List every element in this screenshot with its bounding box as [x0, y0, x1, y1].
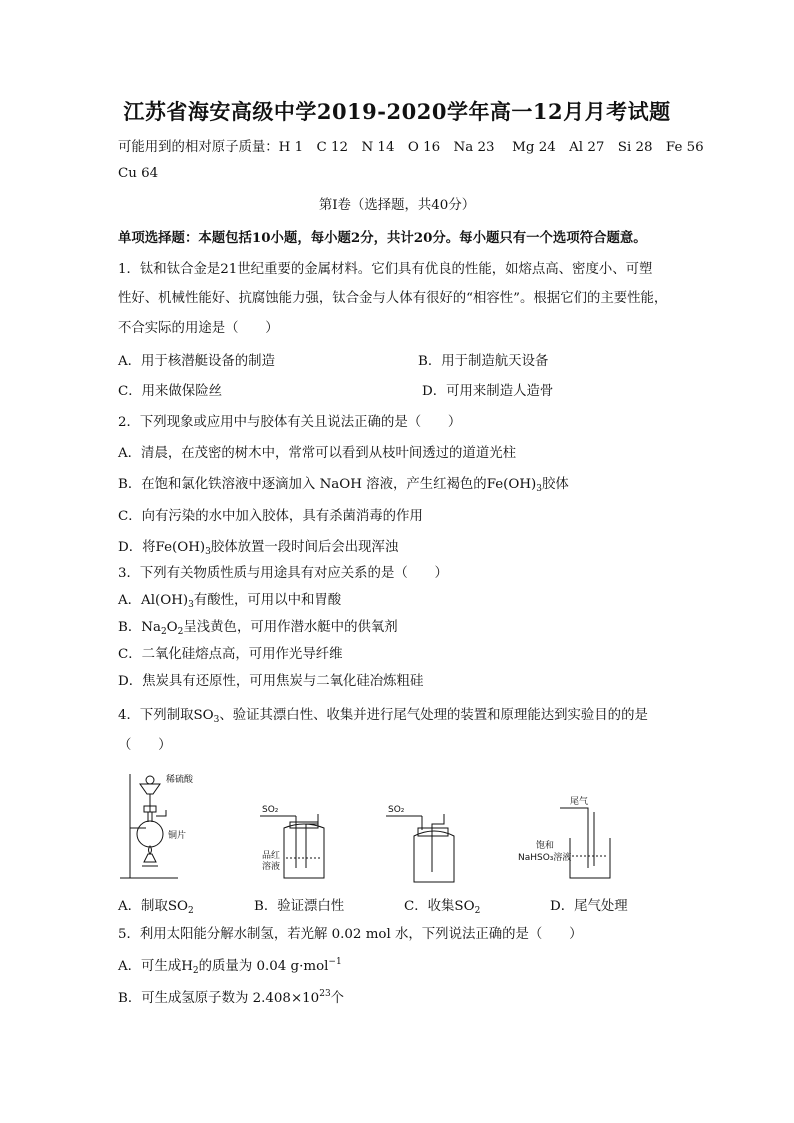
label-solution-2: 溶液 — [262, 862, 281, 872]
q3-option-b-sub2: 2 — [177, 627, 184, 637]
q3-option-b-sub1: 2 — [160, 627, 167, 637]
label-tail-gas: 尾气 — [570, 797, 589, 807]
instruction: 单项选择题：本题包括10小题，每小题2分，共计20分。每小题只有一个选项符合题意。 — [118, 230, 647, 246]
q2-option-b-end: 胶体 — [542, 477, 569, 492]
q2-option-d-end: 胶体放置一段时间后会出现浑浊 — [210, 540, 399, 555]
label-so2-b: SO₂ — [262, 805, 279, 815]
q1-option-a: A．用于核潜艇设备的制造 — [118, 354, 275, 369]
label-acid: 稀硫酸 — [166, 775, 194, 785]
q2-option-c: C．向有污染的水中加入胶体，具有杀菌消毒的作用 — [118, 509, 423, 524]
caption-c-text: C．收集SO — [404, 899, 475, 914]
q4-stem-sub: 3 — [213, 715, 220, 725]
q5-option-b-text: B．可生成氢原子数为 2.408×10 — [118, 991, 320, 1006]
caption-a-text: A．制取SO — [118, 899, 188, 914]
q1-option-d: D．可用来制造人造骨 — [422, 384, 554, 399]
q2-stem: 2．下列现象或应用中与胶体有关且说法正确的是（ ） — [118, 415, 462, 430]
q1-stem-2: 性好、机械性能好、抗腐蚀能力强，钛合金与人体有很好的“相容性”。根据它们的主要性能， — [118, 291, 668, 306]
atomic-mass-line-2: Cu 64 — [118, 166, 159, 181]
atomic-mass-line-1: 可能用到的相对原子质量：H 1 C 12 N 14 O 16 Na 23 Mg 24 Al 27 Si 28 Fe 56 — [118, 140, 704, 155]
caption-b: B．验证漂白性 — [254, 899, 345, 914]
q3-option-a-sub: 3 — [188, 600, 194, 610]
q2-option-b — [118, 476, 698, 494]
label-copper: 铜片 — [168, 831, 187, 841]
q3-stem: 3．下列有关物质性质与用途具有对应关系的是（ ） — [118, 566, 448, 581]
q5-stem: 5．利用太阳能分解水制氢，若光解 0.02 mol 水，下列说法正确的是（ ） — [118, 927, 583, 942]
q5-option-b — [118, 990, 698, 1008]
q2-option-d-text: D．将Fe(OH) — [118, 540, 206, 555]
wash-bottle — [284, 824, 324, 878]
q4-stem-2: （ ） — [118, 738, 172, 753]
caption-c-sub: 2 — [474, 906, 481, 916]
q3-option-c: C．二氧化硅熔点高，可用作光导纤维 — [118, 647, 343, 662]
q3-option-b-mid: O — [166, 620, 178, 635]
q2-option-b-sub: 3 — [536, 484, 543, 494]
round-flask — [137, 821, 163, 847]
label-saturated: 饱和 — [536, 841, 555, 851]
alcohol-lamp — [144, 854, 156, 862]
apparatus-figure — [118, 766, 638, 891]
caption-d: D．尾气处理 — [550, 899, 628, 914]
caption-a — [118, 895, 194, 914]
dropping-funnel — [140, 784, 160, 794]
q2-option-d — [118, 539, 698, 557]
q3-option-b — [118, 619, 698, 637]
q1-stem-3: 不合实际的用途是（ ） — [118, 321, 279, 336]
q3-option-a — [118, 592, 698, 610]
q2-option-d-sub: 3 — [205, 547, 211, 557]
q1-option-b: B．用于制造航天设备 — [418, 354, 549, 369]
q1-options-row-1 — [118, 353, 698, 371]
q4-stem-1 — [118, 707, 698, 725]
q5-option-a — [118, 958, 698, 976]
q3-option-d: D．焦炭具有还原性，可用焦炭与二氧化硅冶炼粗硅 — [118, 674, 424, 689]
label-solution-1: 品红 — [262, 851, 281, 861]
q4-stem-end: 、验证其漂白性、收集并进行尾气处理的装置和原理能达到实验目的的是 — [219, 708, 648, 723]
label-nahso3: NaHSO₃溶液 — [518, 853, 572, 863]
q5-option-b-sup: 23 — [319, 989, 331, 999]
q2-option-b-text: B．在饱和氯化铁溶液中逐滴加入 NaOH 溶液，产生红褐色的Fe(OH) — [118, 477, 537, 492]
q4-stem-text: 4．下列制取SO — [118, 708, 214, 723]
label-so2-c: SO₂ — [388, 805, 405, 815]
q3-option-a-text: A．Al(OH) — [118, 593, 189, 608]
q5-option-a-mid: 的质量为 0.04 g·mol — [198, 959, 329, 974]
beaker — [570, 838, 610, 878]
q5-option-b-end: 个 — [330, 991, 345, 1006]
q1-stem-1: 1．钛和钛合金是21世纪重要的金属材料。它们具有优良的性能，如熔点高、密度小、可塑 — [118, 262, 653, 277]
q3-option-b-text: B．Na — [118, 620, 161, 635]
collection-bottle — [414, 831, 454, 882]
q1-option-c: C．用来做保险丝 — [118, 384, 222, 399]
q3-option-b-end: 呈浅黄色，可用作潜水艇中的供氧剂 — [183, 620, 398, 635]
q2-option-a: A．清晨，在茂密的树木中，常常可以看到从枝叶间透过的道道光柱 — [118, 446, 516, 461]
q5-option-a-sup: −1 — [328, 957, 342, 967]
caption-a-sub: 2 — [188, 906, 194, 916]
caption-c — [404, 895, 480, 914]
q3-option-a-end: 有酸性，可用以中和胃酸 — [193, 593, 342, 608]
q5-option-a-text: A．可生成H — [118, 959, 193, 974]
section-heading: 第Ⅰ卷（选择题，共40分） — [318, 198, 476, 213]
q1-options-row-2 — [118, 383, 698, 401]
exam-title: 江苏省海安高级中学2019-2020学年高一12月月考试题 — [123, 99, 671, 124]
q5-option-a-sub: 2 — [192, 966, 199, 976]
